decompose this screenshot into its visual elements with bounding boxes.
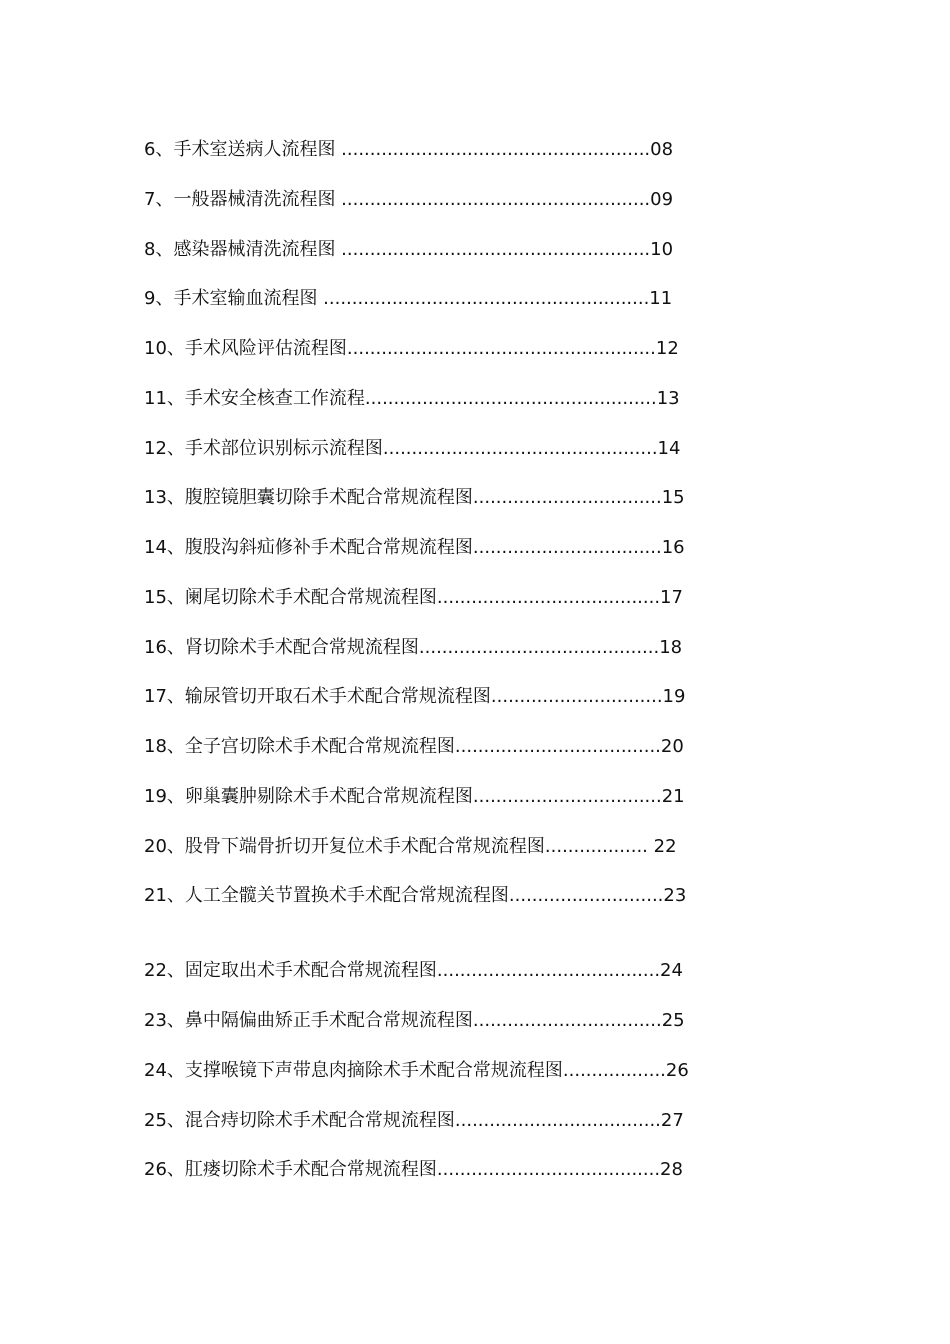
toc-entry-8: 8、感染器械清洗流程图 ......................................................10 xyxy=(144,239,674,260)
toc-entry-23: 23、鼻中隔偏曲矫正手术配合常规流程图.................................25 xyxy=(144,1010,685,1031)
toc-entry-22: 22、固定取出术手术配合常规流程图.......................................24 xyxy=(144,960,683,981)
toc-entry-13: 13、腹腔镜胆囊切除手术配合常规流程图.................................15 xyxy=(144,487,685,508)
toc-entry-16: 16、肾切除术手术配合常规流程图..........................................18 xyxy=(144,637,683,658)
toc-entry-25: 25、混合痔切除术手术配合常规流程图....................................27 xyxy=(144,1110,684,1131)
toc-entry-20: 20、股骨下端骨折切开复位术手术配合常规流程图.................. 22 xyxy=(144,836,677,857)
toc-entry-10: 10、手术风险评估流程图......................................................12 xyxy=(144,338,679,359)
toc-entry-6: 6、手术室送病人流程图 ......................................................08 xyxy=(144,139,674,160)
toc-entry-14: 14、腹股沟斜疝修补手术配合常规流程图.................................16 xyxy=(144,537,685,558)
toc-entry-7: 7、一般器械清洗流程图 ......................................................09 xyxy=(144,189,674,210)
toc-entry-19: 19、卵巢囊肿剔除术手术配合常规流程图.................................21 xyxy=(144,786,685,807)
toc-entry-11: 11、手术安全核查工作流程...................................................13 xyxy=(144,388,680,409)
toc-entry-26: 26、肛瘘切除术手术配合常规流程图.......................................28 xyxy=(144,1159,683,1180)
toc-entry-9: 9、手术室输血流程图 .........................................................11 xyxy=(144,288,673,309)
toc-entry-21: 21、人工全髋关节置换术手术配合常规流程图...........................23 xyxy=(144,885,687,906)
toc-entry-24: 24、支撑喉镜下声带息肉摘除术手术配合常规流程图..................26 xyxy=(144,1060,689,1081)
toc-entry-15: 15、阑尾切除术手术配合常规流程图.......................................17 xyxy=(144,587,683,608)
toc-entry-12: 12、手术部位识别标示流程图................................................14 xyxy=(144,438,681,459)
toc-entry-18: 18、全子宫切除术手术配合常规流程图....................................20 xyxy=(144,736,684,757)
toc-entry-17: 17、输尿管切开取石术手术配合常规流程图..............................19 xyxy=(144,686,686,707)
